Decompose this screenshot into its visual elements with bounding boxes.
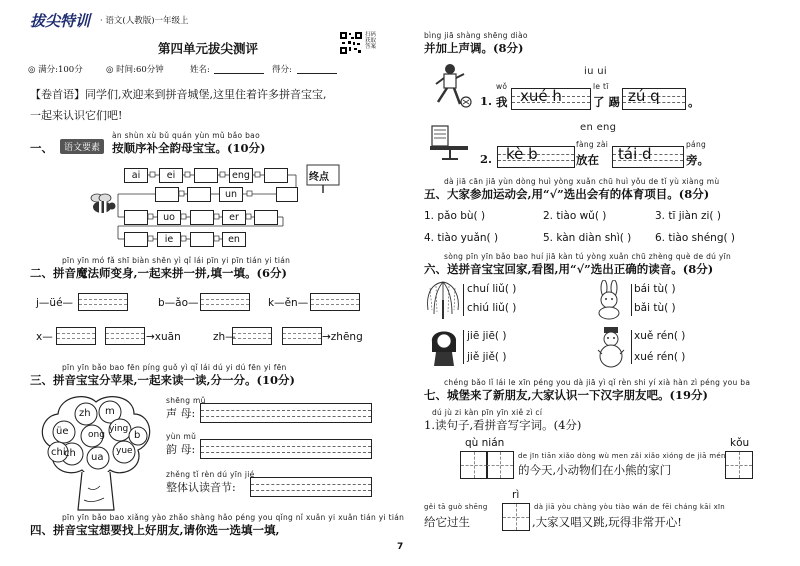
q4b-s1-end: 。 [688, 95, 700, 109]
apple-label: ua [91, 452, 104, 463]
book-subtitle: · 语文(人教版)一年级上 [100, 16, 189, 26]
q6-pinyin: sòng pīn yīn bǎo bao huí jiā kàn tú yòng xuǎn chū zhèng què de dú yīn [444, 252, 732, 261]
q6-option[interactable]: chiú liǔ( ) [467, 302, 517, 314]
q2-answer-grid[interactable] [78, 293, 128, 311]
q4b-s2-py2: fàng zài [576, 140, 609, 149]
q7-sub1-pinyin: dú jù zi kàn pīn yīn xiě zì cí [432, 408, 543, 417]
q2-text: 二、拼音魔法师变身,一起来拼一拼,填一填。(6分) [30, 266, 287, 280]
q2-item-zh-right: →zhēng [322, 331, 363, 343]
q7-sub1: 1.读句子,看拼音写字词。(4分) [424, 418, 582, 432]
end-sign-label: 终点 [309, 172, 329, 183]
q4b-s1-py1: wǒ [496, 82, 508, 91]
q4b-s2-fill1: kè b [506, 145, 538, 163]
q3-cat1-label: 声 母: [166, 407, 196, 420]
q4b-pinyin: bìng jiā shàng shēng diào [424, 31, 528, 40]
apple-label: ch [64, 448, 76, 459]
q3-cat3-label: 整体认读音节: [166, 481, 236, 494]
q3-cat2-label: 韵 母: [166, 443, 196, 456]
q3-cat1-answer[interactable] [200, 403, 372, 423]
q5-option[interactable]: 2. tiào wǔ( ) [543, 210, 607, 222]
q7-write-box[interactable] [486, 451, 514, 479]
page-number: 7 [397, 542, 404, 552]
apple-label: m [105, 406, 115, 417]
clock-icon: ◎ [106, 65, 114, 75]
q7-s1-pinyin: de jīn tiān xiǎo dòng wù men zǎi xiǎo xióng de jiā mén [518, 452, 726, 460]
q7-word2-pinyin: kǒu [730, 437, 750, 449]
q4b-s1-a: 我 [496, 95, 508, 109]
q4b-s1-py2: le tī [593, 82, 609, 91]
q7-write-box[interactable] [460, 451, 488, 479]
q3-cat2-pinyin: yùn mǔ [166, 432, 197, 441]
intro-line-2: 一起来认识它们吧! [30, 109, 123, 122]
q6-option[interactable]: jiě jiě( ) [467, 351, 507, 363]
q1-text: 按顺序补全韵母宝宝。(10分) [112, 141, 266, 155]
rabbit-icon [592, 280, 628, 320]
q1-box: ei [159, 168, 183, 183]
q2-item-x-left: x— [36, 331, 53, 343]
q3-cat3-answer[interactable] [250, 477, 372, 497]
q2-item: j—üé— [36, 297, 74, 309]
q2-answer-grid[interactable] [200, 293, 250, 311]
q2-answer-grid[interactable] [105, 327, 145, 345]
q6-bracket [631, 330, 632, 364]
clock-icon: ◎ [28, 65, 36, 75]
q4b-s2-fill2: tái d [618, 145, 652, 163]
apple-label: üe [56, 426, 69, 437]
q6-option[interactable]: bái tù( ) [634, 283, 676, 295]
q1-box: uo [157, 210, 181, 225]
q7-pinyin: chéng bǎo lǐ lái le xīn péng you dà jiā yì qǐ rèn shi yí xià hàn zì péng you ba [444, 378, 751, 387]
q4b-s1-mid: 了 踢 [593, 95, 621, 109]
bee-icon [88, 193, 118, 215]
q1-box: ie [157, 232, 181, 247]
q1-pinyin: àn shùn xù bǔ quán yùn mǔ bǎo bao [112, 131, 260, 140]
page-title: 第四单元拔尖测评 [158, 41, 259, 56]
willow-tree-icon [424, 280, 462, 320]
q6-bracket [463, 330, 464, 364]
q4b-s2-mid: 放在 [576, 153, 599, 167]
q3-cat1-pinyin: shēng mǔ [166, 396, 206, 405]
q7-s1: 的今天,小动物们在小熊的家门 [518, 463, 672, 477]
desk-icon [428, 122, 472, 162]
q4b-s2-py3: páng [686, 140, 707, 149]
brand-logo: 拔尖特训 [30, 12, 91, 30]
apple-label: chi [51, 447, 66, 458]
q4b-s2-num: 2. [480, 152, 493, 166]
q6-option[interactable]: xué rén( ) [634, 351, 686, 363]
q2-answer-grid[interactable] [310, 293, 360, 311]
q4b-text: 并加上声调。(8分) [424, 41, 524, 55]
q4b-s2-end: 旁。 [686, 153, 709, 167]
q3-pinyin: pīn yīn bǎo bao fēn píng guǒ yì qǐ lái dú yi dú fēn yi fēn [62, 363, 287, 372]
qr-caption: 扫码获取答案 [365, 32, 377, 50]
q7-s2-pinyin-a: gěi tā guò shēng [424, 503, 488, 511]
q3-cat2-answer[interactable] [200, 439, 372, 459]
q6-option[interactable]: jiē jiē( ) [467, 330, 507, 342]
q4b-s1-fill1: xué h [520, 87, 562, 105]
q2-item: k—ěn— [268, 297, 309, 309]
name-label: 姓名: [190, 65, 210, 75]
apple-label: ong [88, 430, 105, 440]
q1-box: eng [229, 168, 253, 183]
snowman-icon [594, 326, 628, 368]
q5-option[interactable]: 1. pǎo bù( ) [424, 210, 486, 222]
q1-prefix: 一、 [30, 141, 53, 155]
q1-box: un [219, 187, 243, 202]
q5-option[interactable]: 3. tī jiàn zi( ) [655, 210, 721, 222]
q1-tag: 语文要素 [60, 139, 104, 154]
apple-label: ying [109, 424, 129, 434]
q4b-opts2: en eng [580, 122, 617, 133]
intro-line-1: 【卷首语】同学们,欢迎来到拼音城堡,这里住着许多拼音宝宝, [30, 88, 327, 101]
q2-item: b—ǎo— [158, 297, 199, 309]
q7-word1-pinyin: qù nián [465, 437, 505, 449]
q1-connectors [0, 0, 400, 260]
score-label: 得分: [272, 65, 292, 75]
q2-answer-grid[interactable] [56, 327, 96, 345]
q2-item-zh-left: zh— [213, 331, 236, 343]
exam-time: ◎ 时间:60分钟 [106, 65, 164, 75]
q4b-opts1: iu ui [584, 66, 607, 77]
q5-option[interactable]: 5. kàn diàn shì( ) [543, 232, 632, 244]
q5-option[interactable]: 6. tiào shéng( ) [655, 232, 736, 244]
q5-option[interactable]: 4. tiào yuǎn( ) [424, 232, 499, 244]
q3-cat3-pinyin: zhěng tǐ rèn dú yīn jié [166, 470, 255, 479]
q4b-s1-num: 1. [480, 94, 493, 108]
q6-bracket [631, 284, 632, 316]
apple-label: zh [79, 408, 91, 419]
apple-label: yue [116, 446, 133, 456]
q7-write-box[interactable] [502, 503, 530, 531]
q5-text: 五、大家参加运动会,用“√”选出会有的体育项目。(8分) [424, 187, 710, 201]
q7-s2-pinyin-b: dà jiā yòu chàng yòu tiào wán de fēi cháng kāi xīn [534, 503, 726, 511]
q2-answer-grid[interactable] [232, 327, 272, 345]
q7-s2-b: ,大家又唱又跳,玩得非常开心! [532, 515, 682, 529]
q6-text: 六、送拼音宝宝回家,看图,用“√”选出正确的读音。(8分) [424, 262, 714, 276]
q2-pinyin: pīn yīn mó fǎ shī biàn shēn yì qǐ lái pīn yi pīn tián yi tián [62, 256, 291, 265]
q6-option[interactable]: bǎi tù( ) [634, 302, 676, 314]
q7-text: 七、城堡来了新朋友,大家认识一下汉字朋友吧。(19分) [424, 388, 708, 402]
runner-icon [428, 62, 472, 110]
q4-text: 四、拼音宝宝想要找上好朋友,请你选一选填一填, [30, 523, 280, 537]
q1-box: er [222, 210, 246, 225]
q6-bracket [463, 284, 464, 316]
q7-write-box[interactable] [725, 451, 753, 479]
q6-option[interactable]: chuí liǔ( ) [467, 283, 517, 295]
q6-option[interactable]: xuě rén( ) [634, 330, 686, 342]
q2-item-x-right: →xuān [146, 331, 181, 343]
q7-word3-pinyin: rì [512, 489, 520, 501]
q2-answer-grid[interactable] [282, 327, 322, 345]
q1-box: en [222, 232, 246, 247]
q4b-s1-fill2: zú q [628, 87, 660, 105]
q5-pinyin: dà jiā cān jiā yùn dòng huì yòng xuǎn chū huì yǒu de tǐ yù xiàng mù [444, 177, 720, 186]
q7-s2-a: 给它过生 [424, 515, 470, 529]
q3-text: 三、拼音宝宝分苹果,一起来读一读,分一分。(10分) [30, 373, 295, 387]
q1-box: ai [124, 168, 148, 183]
apple-label: b [134, 430, 141, 441]
girl-icon [426, 324, 462, 368]
q4-pinyin: pīn yīn bǎo bao xiǎng yào zhǎo shàng hǎo péng you qǐng nǐ xuǎn yi xuǎn tián yi tián [62, 513, 405, 522]
full-score: ◎ 满分:100分 [28, 65, 83, 75]
